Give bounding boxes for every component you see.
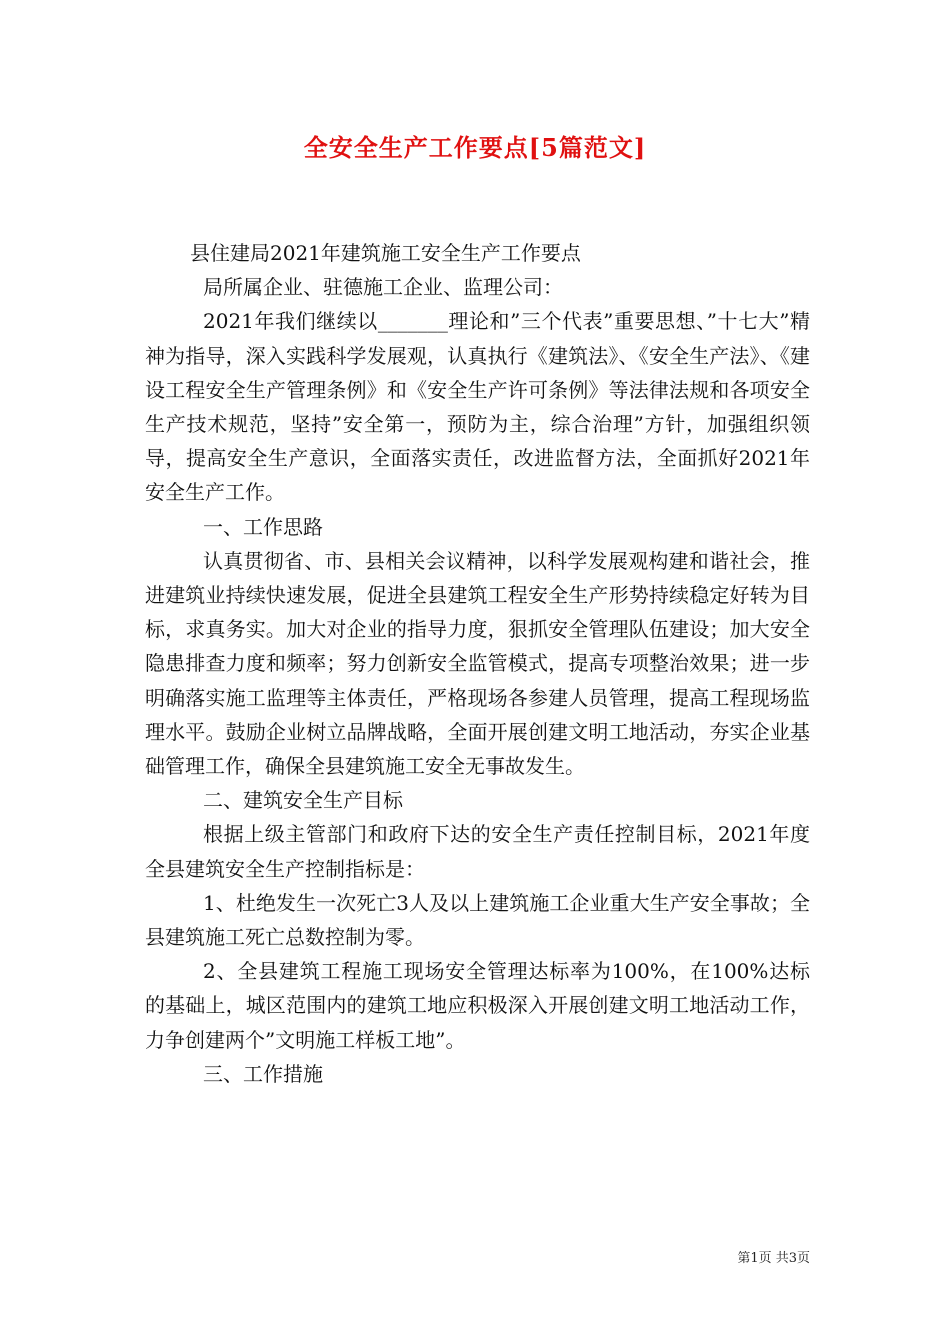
intro-paragraph: 2021年我们继续以_______理论和”三个代表”重要思想、”十七大”精神为指导，深入实践科学发展观，认真执行《建筑法》、《安全生产法》、《建设工程安全生产管理条例》和《安全生产许可条例》等法律法规和各项安全生产技术规范，坚持”安全第一，预防为主，综合治理”方针，加强组织领导，提高安全生产意识，全面落实责任，改进监督方法，全面抓好2021年安全生产工作。 bbox=[145, 309, 810, 505]
section-heading-3: 三、工作措施 bbox=[203, 1061, 323, 1086]
page-number: 第1页 共3页 bbox=[737, 1251, 810, 1266]
heading-line: 县住建局2021年建筑施工安全生产工作要点 bbox=[190, 241, 581, 265]
section-body-1: 认真贯彻省、市、县相关会议精神，以科学发展观构建和谐社会，推进建筑业持续快速发展，促进全县建筑工程安全生产形势持续稳定好转为目标，求真务实。加大对企业的指导力度，狠抓安全管理队伍建设；加大安全隐患排查力度和频率；努力创新安全监管模式，提高专项整治效果；进一步明确落实施工监理等主体责任，严格现场各参建人员管理，提高工程现场监理水平。鼓励企业树立品牌战略，全面开展创建文明工地活动，夯实企业基础管理工作，确保全县建筑施工安全无事故发生。 bbox=[145, 548, 810, 779]
section-body-2: 根据上级主管部门和政府下达的安全生产责任控制目标，2021年度全县建筑安全生产控制指标是： bbox=[145, 822, 810, 881]
goal-item-1: 1、杜绝发生一次死亡3人及以上建筑施工企业重大生产安全事故；全县建筑施工死亡总数控制为零。 bbox=[145, 890, 810, 950]
document-title: 全安全生产工作要点[5篇范文] bbox=[303, 133, 647, 162]
section-heading-1: 一、工作思路 bbox=[203, 514, 323, 539]
goal-item-2: 2、全县建筑工程施工现场安全管理达标率为100%，在100%达标的基础上，城区范围内的建筑工地应积极深入开展创建文明工地活动工作，力争创建两个”文明施工样板工地”。 bbox=[145, 959, 810, 1052]
salutation: 局所属企业、驻德施工企业、监理公司： bbox=[203, 275, 563, 300]
section-heading-2: 二、建筑安全生产目标 bbox=[203, 788, 403, 813]
document-body bbox=[145, 236, 810, 1091]
